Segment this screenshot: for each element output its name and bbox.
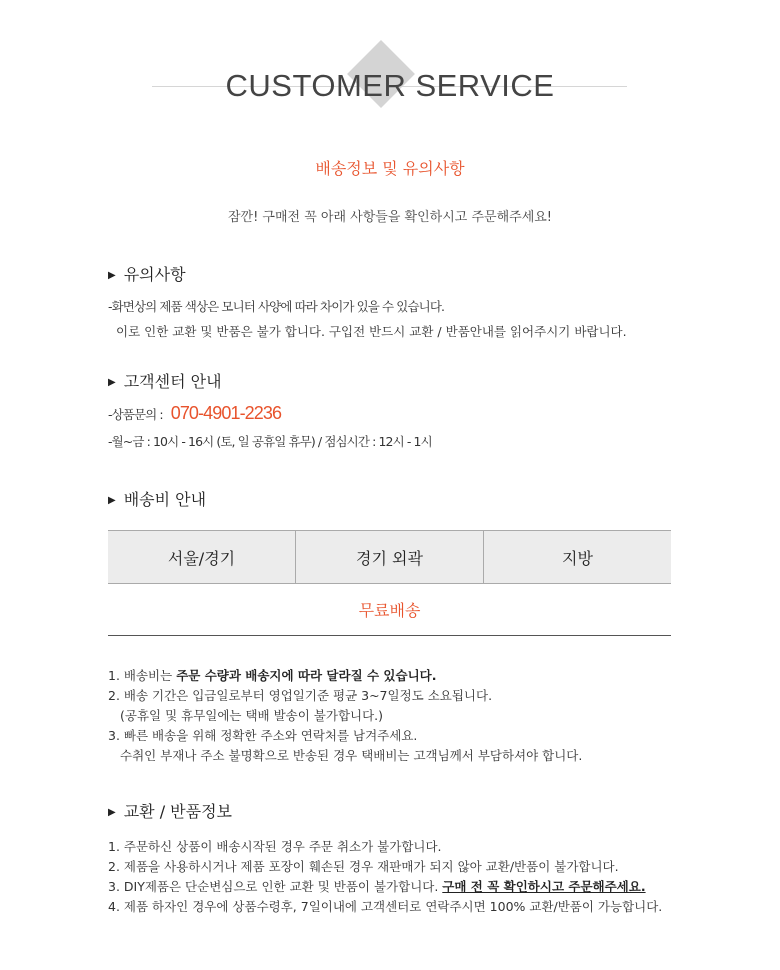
triangle-right-icon: ▶ [108,377,116,388]
column-regions: 지방 [483,531,671,583]
exchange-note-3-emphasis: 구매 전 꼭 확인하시고 주문해주세요. [442,879,646,894]
exchange-note-3-text: 3. DIY제품은 단순변심으로 인한 교환 및 반품이 불가합니다. [108,879,443,894]
free-shipping-value: 무료배송 [108,584,671,636]
exchange-heading [108,799,232,822]
shipping-fee-heading-label: 배송비 안내 [123,490,207,509]
cs-heading [108,369,222,392]
caution-line-1: -화면상의 제품 색상은 모니터 사양에 따라 차이가 있을 수 있습니다. [108,299,445,314]
business-hours: -월~금 : 10시 - 16시 (토, 일 공휴일 휴무) / 점심시간 : 12시 - 1시 [108,434,432,449]
shipping-note-1-emphasis: 주문 수량과 배송지에 따라 달라질 수 있습니다. [176,668,437,683]
shipping-fee-heading [108,487,206,510]
shipping-note-2b: (공휴일 및 휴무일에는 택배 발송이 불가합니다.) [120,708,384,723]
table-header-row [108,530,671,584]
cautions-heading-label: 유의사항 [123,265,186,284]
triangle-right-icon: ▶ [108,495,116,506]
exchange-note-4: 4. 제품 하자인 경우에 상품수령후, 7일이내에 고객센터로 연락주시면 100% 교환/반품이 가능합니다. [108,899,663,914]
cs-heading-label: 고객센터 안내 [123,372,222,391]
inquiry-label: -상품문의 : [108,407,163,422]
shipping-note-3: 3. 빠른 배송을 위해 정확한 주소와 연락처를 남겨주세요. [108,728,418,743]
shipping-fee-table [108,530,671,636]
shipping-note-1 [108,666,436,684]
notice-text: 잠깐! 구매전 꼭 아래 사항들을 확인하시고 주문해주세요! [227,210,553,225]
exchange-heading-label: 교환 / 반품정보 [123,802,233,821]
triangle-right-icon: ▶ [108,270,116,281]
page-title: CUSTOMER SERVICE [225,68,555,103]
column-seoul-gyeonggi: 서울/경기 [167,548,236,568]
phone-number[interactable]: 070-4901-2236 [170,403,282,423]
exchange-note-2: 2. 제품을 사용하시거나 제품 포장이 훼손된 경우 재판매가 되지 않아 교환/반품이 불가합니다. [108,859,619,874]
caution-line-2: 이로 인한 교환 및 반품은 불가 합니다. 구입전 반드시 교환 / 반품안내를 읽어주시기 바랍니다. [116,324,627,339]
shipping-note-3b: 수취인 부재나 주소 불명확으로 반송된 경우 택배비는 고객님께서 부담하셔야 합니다. [120,748,583,763]
section-title: 배송정보 및 유의사항 [315,159,465,178]
shipping-note-2: 2. 배송 기간은 입금일로부터 영업일기준 평균 3~7일정도 소요됩니다. [108,688,493,703]
exchange-note-3 [108,877,646,895]
shipping-note-1-text: 1. 배송비는 [108,668,177,683]
column-gyeonggi-outskirts: 경기 외곽 [295,531,483,583]
cautions-heading [108,262,186,285]
triangle-right-icon: ▶ [108,807,116,818]
inquiry-line [108,403,281,424]
exchange-note-1: 1. 주문하신 상품이 배송시작된 경우 주문 취소가 불가합니다. [108,839,442,854]
